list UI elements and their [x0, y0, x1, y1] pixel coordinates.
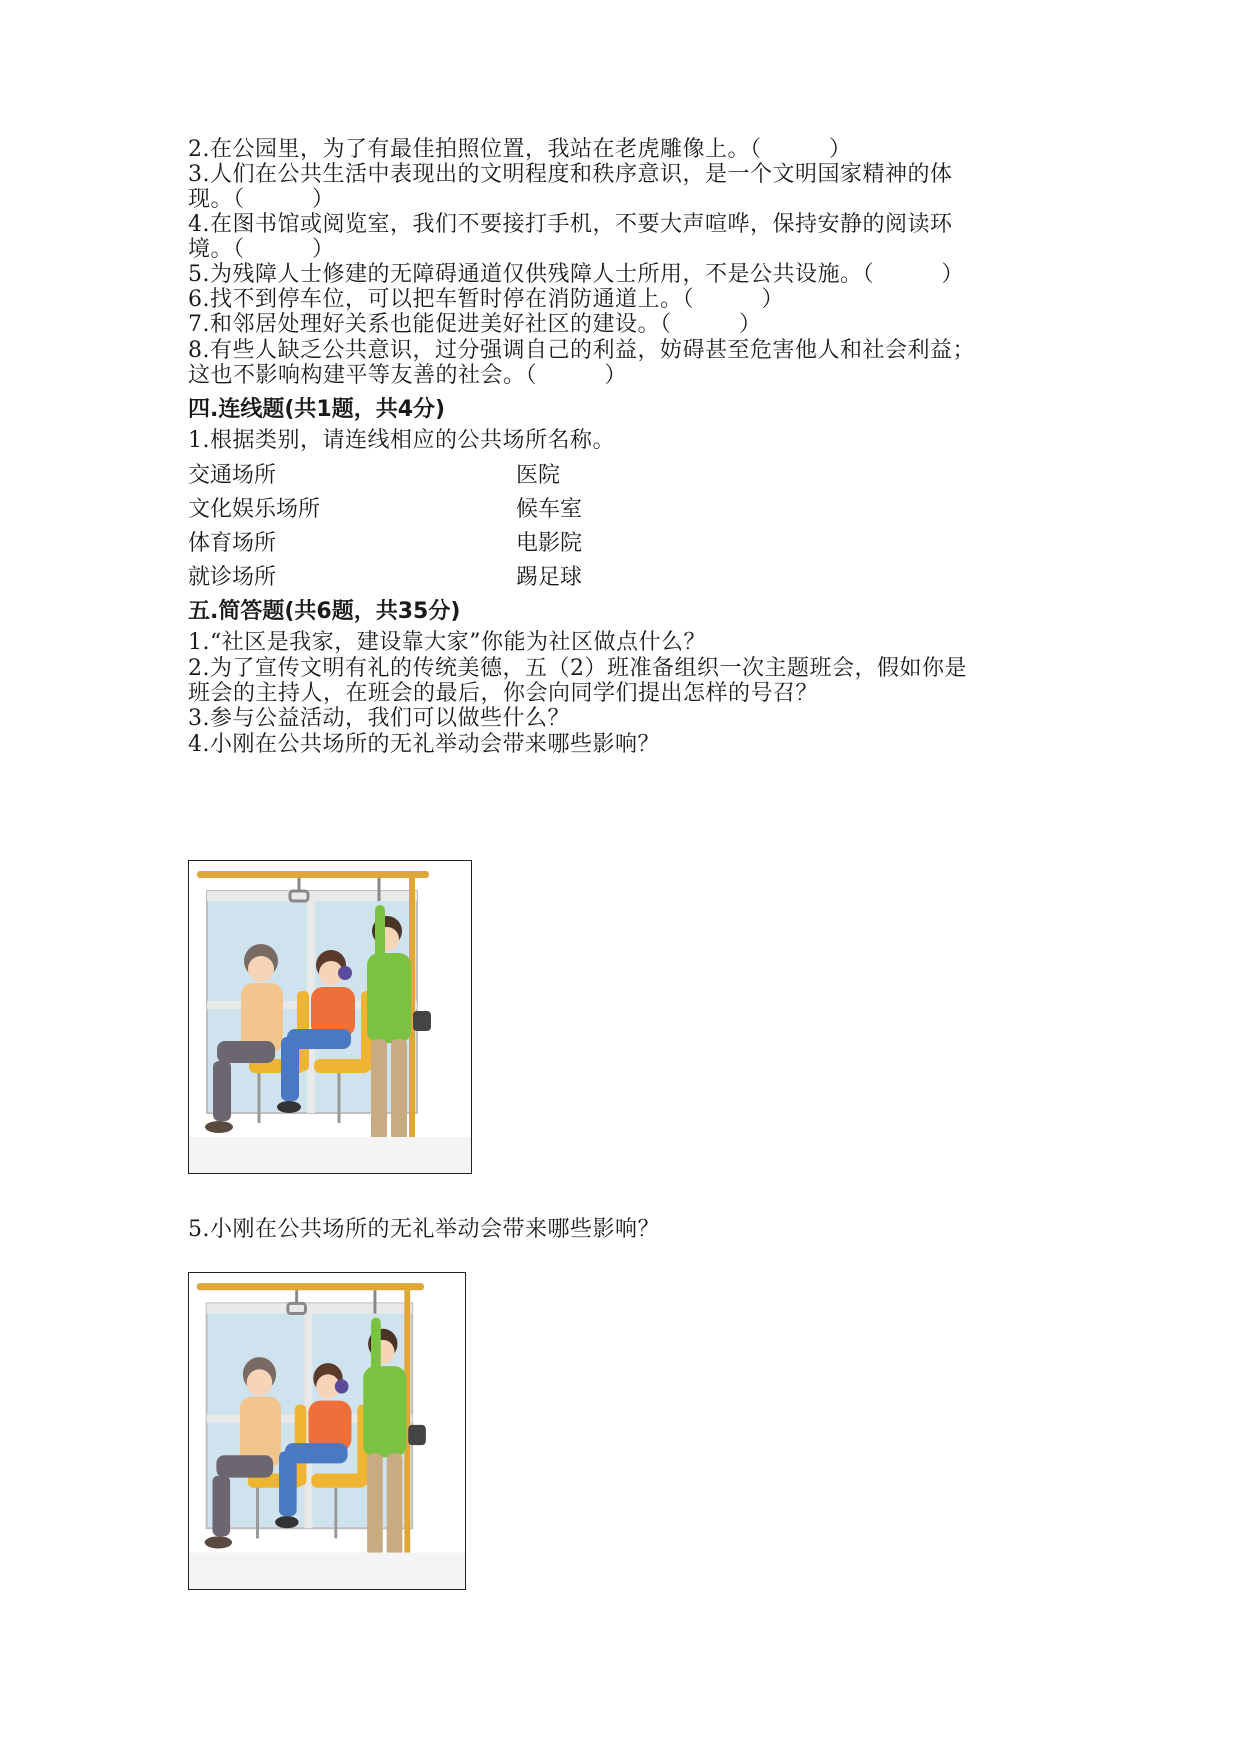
tf-item-6: 6.找不到停车位，可以把车暂时停在消防通道上。（ ）: [188, 287, 784, 312]
match-right-item: 踢足球: [516, 565, 583, 590]
short-answer-q1: 1.“社区是我家，建设靠大家”你能为社区做点什么？: [188, 630, 706, 655]
bus-scene-illustration: [188, 1272, 466, 1590]
boy-shoe: [275, 1516, 298, 1528]
tf-item-7: 7.和邻居处理好关系也能促进美好社区的建设。（ ）: [188, 312, 762, 337]
man-sweater: [363, 1366, 406, 1457]
short-answer-q3: 3.参与公益活动，我们可以做些什么？: [188, 706, 570, 731]
woman-face: [247, 1369, 272, 1395]
man-bag: [413, 1011, 431, 1031]
headphones-icon: [338, 966, 352, 980]
match-left-item: 体育场所: [188, 531, 277, 556]
man-legs: [367, 1453, 383, 1556]
short-answer-q2-line1: 2.为了宣传文明有礼的传统美德，五（2）班准备组织一次主题班会，假如你是: [188, 656, 967, 681]
handrail: [197, 1283, 424, 1290]
man-legs: [391, 1039, 407, 1141]
woman-shoe: [205, 1121, 233, 1133]
match-left-item: 交通场所: [188, 463, 277, 488]
man-legs: [387, 1453, 403, 1556]
boy-shoe: [277, 1101, 301, 1113]
boy-legs: [281, 1037, 299, 1101]
tf-item-2: 2.在公园里，为了有最佳拍照位置，我站在老虎雕像上。（ ）: [188, 137, 852, 162]
woman-face: [248, 956, 274, 982]
tf-item-8-line2: 这也不影响构建平等友善的社会。（ ）: [188, 363, 628, 388]
section4-question: 1.根据类别，请连线相应的公共场所名称。: [188, 428, 615, 453]
short-answer-q2-line2: 班会的主持人，在班会的最后，你会向同学们提出怎样的号召？: [188, 681, 819, 706]
tf-item-4-line2: 境。（ ）: [188, 237, 335, 262]
match-left-item: 就诊场所: [188, 565, 277, 590]
woman-legs: [212, 1476, 230, 1537]
bus-scene-illustration: [188, 860, 472, 1174]
section5-heading: 五.简答题(共6题，共35分): [188, 599, 461, 624]
tf-item-3-line2: 现。（ ）: [188, 187, 335, 212]
woman-legs: [216, 1455, 273, 1477]
floor: [189, 1553, 465, 1589]
tf-item-8-line1: 8.有些人缺乏公共意识，过分强调自己的利益，妨碍甚至危害他人和社会利益；: [188, 338, 975, 363]
short-answer-q5: 5.小刚在公共场所的无礼举动会带来哪些影响？: [188, 1217, 660, 1242]
tf-item-5: 5.为残障人士修建的无障碍通道仅供残障人士所用，不是公共设施。（ ）: [188, 262, 964, 287]
tf-item-4-line1: 4.在图书馆或阅览室，我们不要接打手机，不要大声喧哗，保持安静的阅读环: [188, 212, 953, 237]
woman-legs: [213, 1061, 231, 1121]
match-right-item: 候车室: [516, 497, 583, 522]
woman-legs: [217, 1041, 275, 1063]
man-raised-arm: [371, 1318, 381, 1375]
handrail: [197, 871, 429, 878]
tf-item-3-line1: 3.人们在公共生活中表现出的文明程度和秩序意识，是一个文明国家精神的体: [188, 162, 953, 187]
floor: [189, 1137, 471, 1173]
man-raised-arm: [375, 905, 385, 961]
section4-heading: 四.连线题(共1题，共4分): [188, 397, 446, 422]
man-bag: [408, 1425, 426, 1445]
match-right-item: 电影院: [516, 531, 583, 556]
boy-legs: [279, 1451, 297, 1516]
man-legs: [371, 1039, 387, 1141]
short-answer-q4: 4.小刚在公共场所的无礼举动会带来哪些影响？: [188, 732, 660, 757]
man-sweater: [367, 953, 411, 1043]
woman-shoe: [205, 1536, 232, 1548]
match-left-item: 文化娱乐场所: [188, 497, 321, 522]
headphones-icon: [335, 1379, 349, 1393]
match-right-item: 医院: [516, 463, 561, 488]
